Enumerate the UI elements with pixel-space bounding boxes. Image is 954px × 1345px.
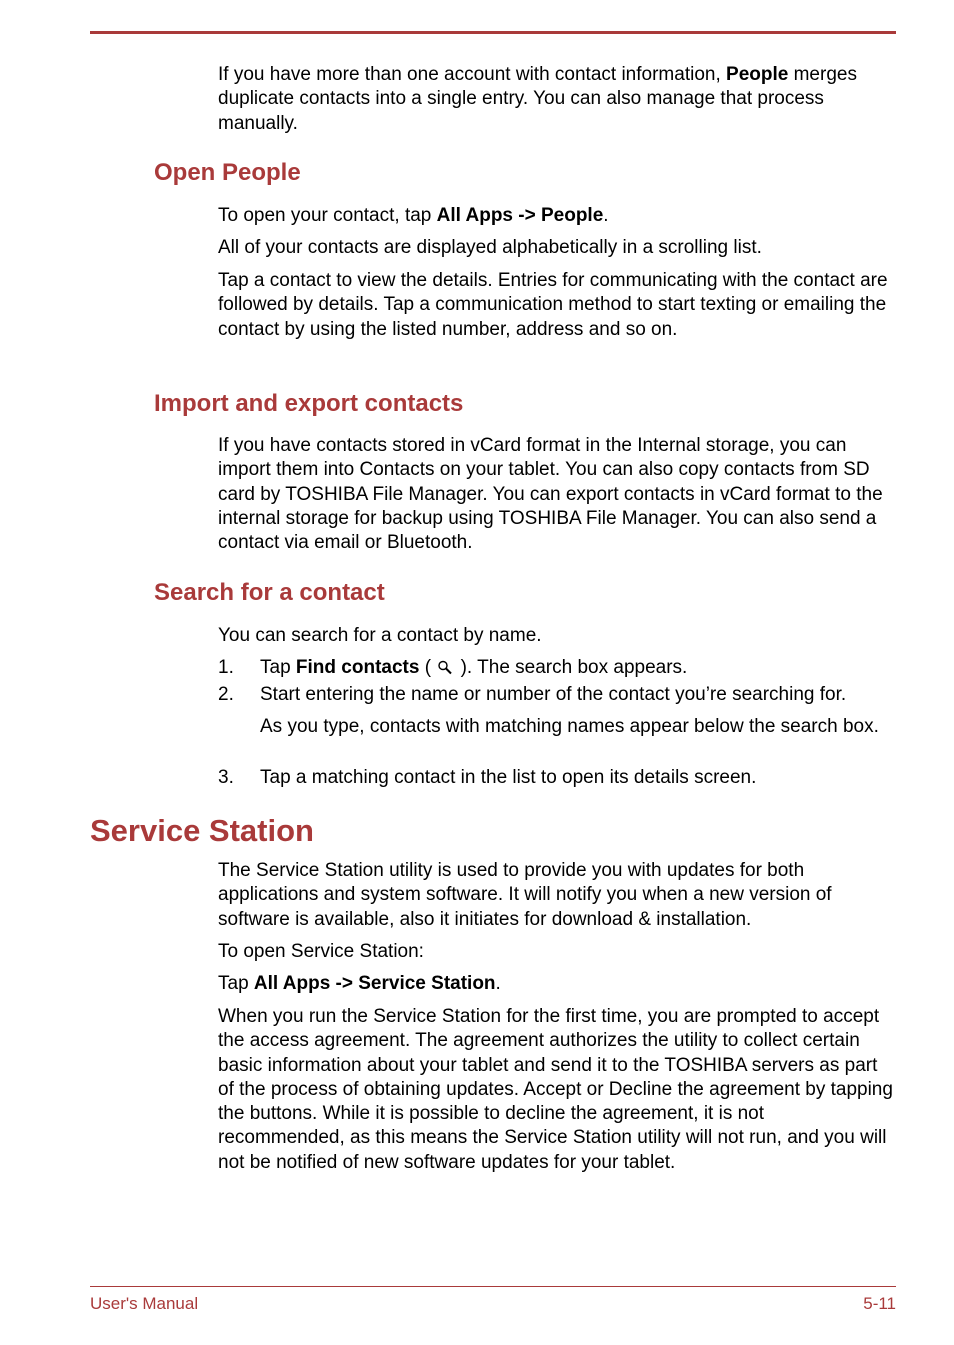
search-heading: Search for a contact [154,579,385,606]
open-people-paragraph-3: Tap a contact to view the details. Entries for communicating with the contact are followed by details. Tap a communication method to start texting or emailing the contact by using the listed number, address and so on. [218,270,888,340]
intro-paragraph: If you have more than one account with contact information, People merges duplicate contacts into a single entry. You can also manage that process manually. [218,64,857,134]
service-station-paragraph-2: To open Service Station: [218,941,424,962]
open-people-heading: Open People [154,159,301,186]
step-1: Tap Find contacts ( ). The search box appears. [260,657,688,678]
footer-manual-title: User's Manual [90,1294,199,1313]
service-station-paragraph-4: When you run the Service Station for the first time, you are prompted to accept the access agreement. The agreement authorizes the utility to collect certain basic information about your tablet and send it to the TOSHIBA servers as part of the process of obtaining updates. Accept or Decline the agreement by tapping the buttons. While it is possible to decline the agreement, it is not recommended, as this means the Service Station utility will not run, and you will not be notified of new software updates for your tablet. [218,1006,893,1173]
service-station-paragraph-3: Tap All Apps -> Service Station. [218,973,501,994]
header-rule [90,31,896,34]
open-people-paragraph-2: All of your contacts are displayed alphabetically in a scrolling list. [218,237,762,258]
service-station-heading: Service Station [90,813,314,848]
import-export-paragraph: If you have contacts stored in vCard format in the Internal storage, you can import them into Contacts on your tablet. You can also copy contacts from SD card by TOSHIBA File Manager. You can export contacts in vCard format to the internal storage for backup using TOSHIBA File Manager. You can also send a contact via email or Bluetooth. [218,435,883,554]
step-number: 2. [218,684,234,705]
step-3: Tap a matching contact in the list to open its details screen. [260,767,757,788]
footer-rule [90,1286,896,1287]
step-number: 3. [218,767,234,788]
service-station-paragraph-1: The Service Station utility is used to provide you with updates for both applications and system software. It will notify you when a new version of software is available, also it initiates for download & installation. [218,860,832,930]
step-2-note: As you type, contacts with matching names appear below the search box. [260,716,879,737]
import-export-heading: Import and export contacts [154,390,464,417]
search-icon [436,658,455,674]
open-people-paragraph-1: To open your contact, tap All Apps -> People. [218,205,609,226]
step-number: 1. [218,657,234,678]
page-number: 5-11 [863,1294,896,1313]
search-paragraph: You can search for a contact by name. [218,625,542,646]
step-2: Start entering the name or number of the contact you’re searching for. [260,684,847,705]
